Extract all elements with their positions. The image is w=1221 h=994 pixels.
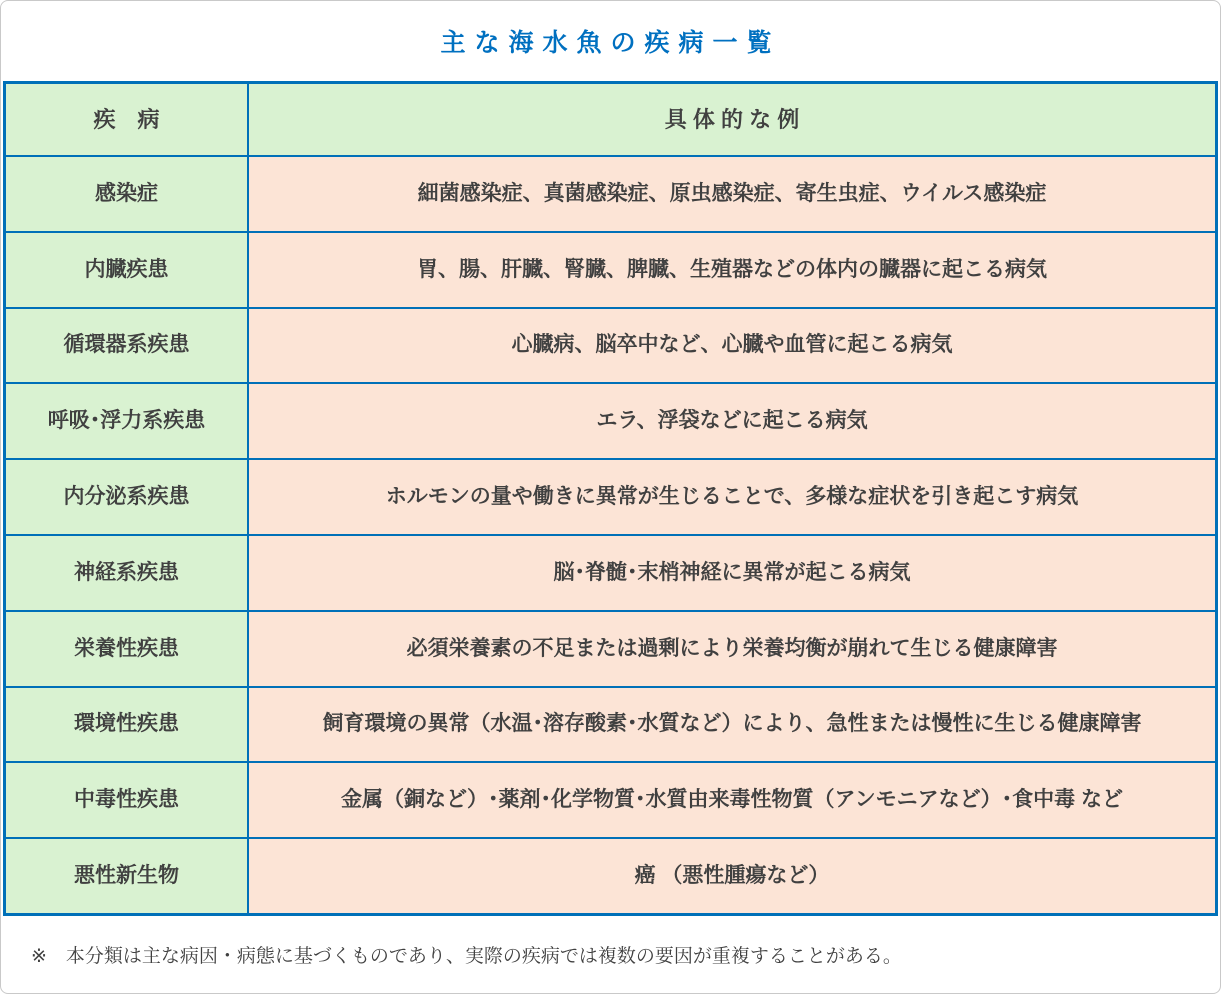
example-cell: 胃、腸、肝臓、腎臓、脾臓、生殖器などの体内の臓器に起こる病気	[249, 231, 1215, 307]
disease-cell: 内臓疾患	[6, 231, 249, 307]
example-cell: 必須栄養素の不足または過剰により栄養均衡が崩れて生じる健康障害	[249, 610, 1215, 686]
footnote-bar	[1, 916, 1220, 993]
example-cell: エラ、浮袋などに起こる病気	[249, 382, 1215, 458]
disease-cell: 神経系疾患	[6, 534, 249, 610]
example-cell: 脳･脊髄･末梢神経に異常が起こる病気	[249, 534, 1215, 610]
example-cell: 癌 （悪性腫瘍など）	[249, 837, 1215, 913]
example-cell: ホルモンの量や働きに異常が生じることで、多様な症状を引き起こす病気	[249, 458, 1215, 534]
disease-cell: 感染症	[6, 155, 249, 231]
disease-cell: 悪性新生物	[6, 837, 249, 913]
example-cell: 細菌感染症、真菌感染症、原虫感染症、寄生虫症、ウイルス感染症	[249, 155, 1215, 231]
disease-cell: 栄養性疾患	[6, 610, 249, 686]
header-disease: 疾 病	[6, 84, 249, 155]
disease-cell: 中毒性疾患	[6, 761, 249, 837]
example-cell: 金属（銅など）･薬剤･化学物質･水質由来毒性物質（アンモニアなど）･食中毒 など	[249, 761, 1215, 837]
disease-cell: 循環器系疾患	[6, 307, 249, 383]
disease-table	[3, 81, 1218, 916]
disease-cell: 呼吸･浮力系疾患	[6, 382, 249, 458]
example-cell: 飼育環境の異常（水温･溶存酸素･水質など）により、急性または慢性に生じる健康障害	[249, 686, 1215, 762]
footnote: ※ 本分類は主な病因・病態に基づくものであり、実際の疾病では複数の要因が重複することがある。	[31, 945, 902, 967]
disease-cell: 内分泌系疾患	[6, 458, 249, 534]
header-example: 具 体 的 な 例	[249, 84, 1215, 155]
example-cell: 心臓病、脳卒中など、心臓や血管に起こる病気	[249, 307, 1215, 383]
disease-cell: 環境性疾患	[6, 686, 249, 762]
title-bar	[1, 1, 1220, 81]
page-title: 主な海水魚の疾病一覧	[440, 29, 781, 57]
